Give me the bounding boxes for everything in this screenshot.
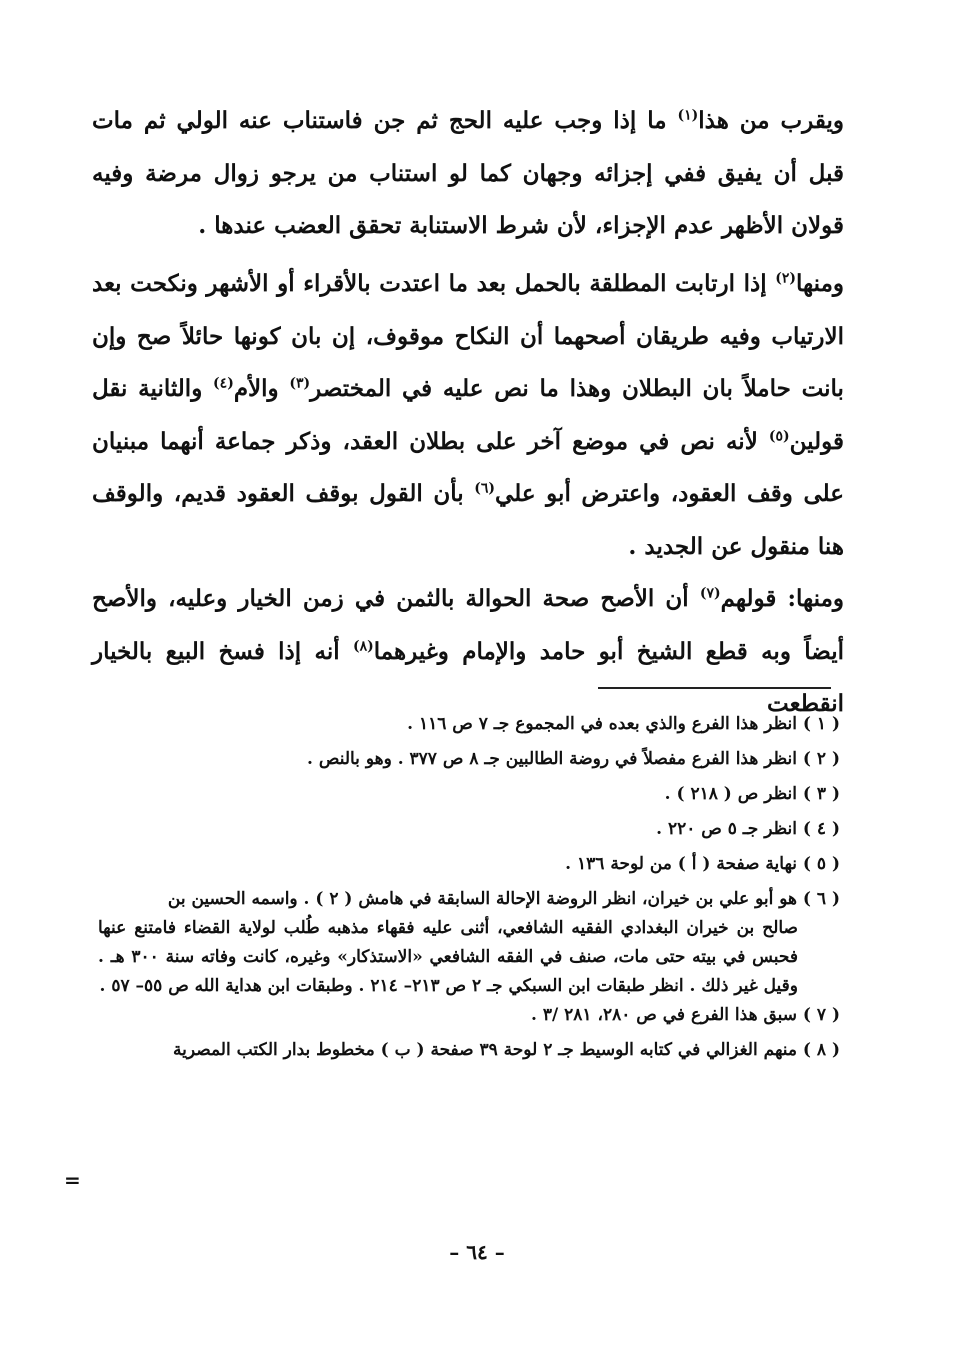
footnote-ref-1: (١) [677, 107, 699, 124]
footnote-8: ( ٨ ) منهم الغزالي في كتابه الوسيط جـ ٢ لوحة ٣٩ صفحة ( ب ) مخطوط بدار الكتب المصرية [173, 1040, 840, 1060]
footnote-ref-2: (٢) [775, 270, 797, 287]
footnote-6-continuation: صالح بن خيران البغدادي الفقيه الشافعي، أثنى عليه فقهاء مذهبه طُلب لولاية القضاء فامتنع عنها فحبس في بيته حتى مات، صنف في الفقه الشافعي «الاستذكار» وغيره، كانت وفاته سنة ٣٠٠ هـ . وقيل غير ذلك . انظر طبقات ابن السبكي جـ ٢ ص ٢١٣– ٢١٤ . وطبقات ابن هداية الله ص ٥٥– ٥٧ . [98, 918, 798, 996]
footnote-ref-7: (٧) [699, 585, 721, 602]
footnote-7: ( ٧ ) سبق هذا الفرع في ص ٢٨٠، ٢٨١ /٣ . [531, 1005, 840, 1025]
footnote-separator [598, 687, 831, 689]
paragraph-text: إذا ارتابت المطلقة بالحمل بعد ما اعتدت بالأقراء أو الأشهر ونكحت بعد الارتياب وفيه طريقان أصحهما أن النكاح موقوف، إن بان كونها حائلاً صح وإن بانت حاملاً بان البطلان وهذا ما نص عليه في المختصر [92, 270, 844, 402]
footnote-ref-8: (٨) [352, 637, 374, 654]
footnote-5: ( ٥ ) نهاية صفحة ( أ ) من لوحة ١٣٦ . [565, 854, 840, 874]
footnote-ref-5: (٥) [768, 427, 790, 444]
paragraph-text: ويقرب من هذا [698, 107, 844, 134]
paragraph-text: ومنها: قولهم [720, 585, 844, 612]
footnote-ref-6: (٦) [474, 480, 496, 497]
footnote-6: ( ٦ ) هو أبو علي بن خيران، انظر الروضة الإحالة السابقة في هامش ( ٢ ) . واسمه الحسين بن [167, 889, 840, 909]
footnote-1: ( ١ ) انظر هذا الفرع والذي بعده في المجموع جـ ٧ ص ١١٦ . [407, 714, 840, 734]
footnote-3: ( ٣ ) انظر ص ( ٢١٨ ) . [664, 784, 840, 804]
footnote-4: ( ٤ ) انظر جـ ٥ ص ٢٢٠ . [656, 819, 840, 839]
paragraph-text: والثانية نقل قولين [92, 375, 844, 455]
footnote-2: ( ٢ ) انظر هذا الفرع مفصلاً في روضة الطالبين جـ ٨ ص ٣٧٧ . وهو بالنص . [307, 749, 840, 769]
body-paragraph-1 [92, 95, 844, 253]
body-paragraph-2 [92, 258, 844, 573]
paragraph-text: أن الأصح صحة الحوالة بالثمن في زمن الخيار وعليه، والأصح أيضاً وبه قطع الشيخ أبو حامد والإمام وغيرهما [92, 585, 844, 665]
footnote-ref-3: (٣) [289, 375, 311, 392]
footnotes-section [98, 710, 840, 1071]
paragraph-text: لأنه نص في موضع آخر على بطلان العقد، وذكر جماعة أنهما مبنيان على وقف العقود، واعترض أبو علي [92, 427, 844, 507]
paragraph-text: ومنها [796, 270, 844, 297]
paragraph-text: بأن القول بوقف العقود قديم، والوقف هنا منقول عن الجديد . [92, 480, 844, 560]
paragraph-text: أنه إذا فسخ البيع بالخيار انقطعت [92, 637, 844, 717]
body-paragraph-3 [92, 573, 844, 731]
paragraph-text: ما إذا وجب عليه الحج ثم جن فاستناب عنه الولي ثم مات قبل أن يفيق ففي إجزائه وجهان كما لو استناب من يرجو زوال مرضة وفيه قولان الأظهر عدم الإجزاء، لأن شرط الاستنابة تحقق العضب عندها . [92, 107, 844, 239]
paragraph-text: والأم [233, 375, 290, 402]
continuation-mark: = [64, 1168, 81, 1192]
footnote-ref-4: (٤) [213, 375, 234, 392]
page-number: – ٦٤ – [449, 1240, 505, 1264]
